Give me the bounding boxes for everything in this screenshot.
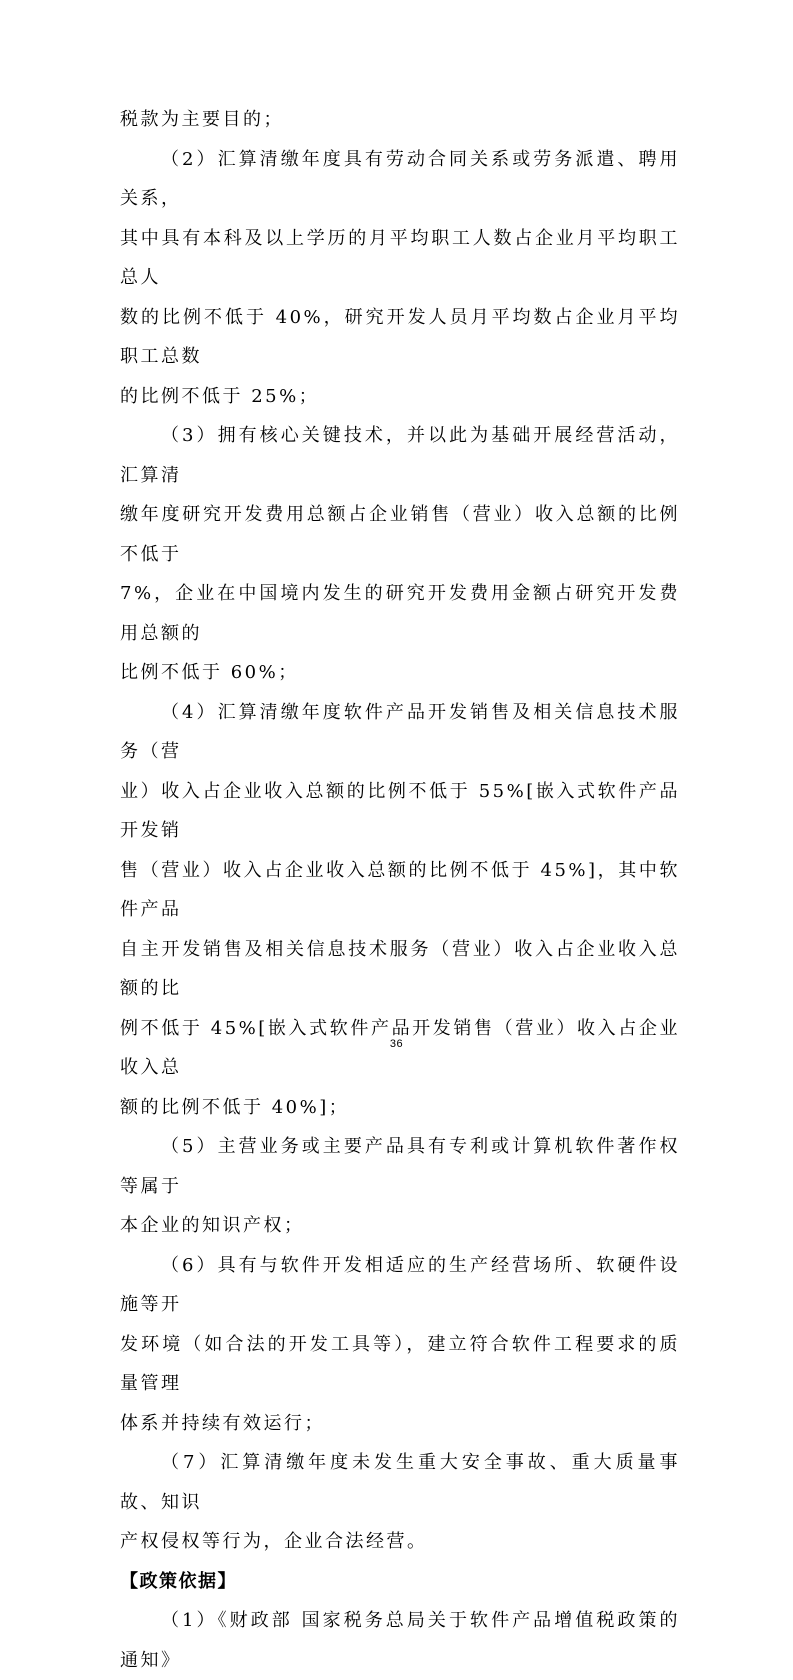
paragraph-item-2: （2）汇算清缴年度具有劳动合同关系或劳务派遣、聘用关系， 其中具有本科及以上学历的月平均职工人数占企业月平均职工总人 数的比例不低于 40%，研究开发人员月平均数占企业月平均职工总数 的比例不低于 25%；: [120, 148, 680, 407]
paragraph-item-3: （3）拥有核心关键技术，并以此为基础开展经营活动，汇算清 缴年度研究开发费用总额占企业销售（营业）收入总额的比例不低于 7%，企业在中国境内发生的研究开发费用金额占研究开发费用总额的 比例不低于 60%；: [120, 425, 680, 683]
paragraph-tax-purpose-continuation: 税款为主要目的；: [120, 109, 284, 130]
paragraph-item-6: （6）具有与软件开发相适应的生产经营场所、软硬件设施等开 发环境（如合法的开发工具等），建立符合软件工程要求的质量管理 体系并持续有效运行；: [120, 1254, 680, 1434]
section-heading-policy-basis: 【政策依据】: [120, 1570, 237, 1592]
paragraph-item-7: （7）汇算清缴年度未发生重大安全事故、重大质量事故、知识 产权侵权等行为，企业合法经营。: [120, 1452, 680, 1552]
paragraph-item-5: （5）主营业务或主要产品具有专利或计算机软件著作权等属于 本企业的知识产权；: [120, 1136, 680, 1236]
page-number: 36: [389, 1038, 404, 1050]
reference-item-1: （1）《财政部 国家税务总局关于软件产品增值税政策的通知》: [120, 1610, 680, 1671]
paragraph-item-4: （4）汇算清缴年度软件产品开发销售及相关信息技术服务（营 业）收入占企业收入总额的比例不低于 55%[嵌入式软件产品开发销 售（营业）收入占企业收入总额的比例不低于 45%]，其中软件产品 自主开发销售及相关信息技术服务（营业）收入占企业收入总额的比 例不低于 45%[嵌入式软件产品开发销售（营业）收入占企业收入总 额的比例不低于 40%]；: [120, 701, 680, 1118]
document-body: [120, 100, 680, 1680]
